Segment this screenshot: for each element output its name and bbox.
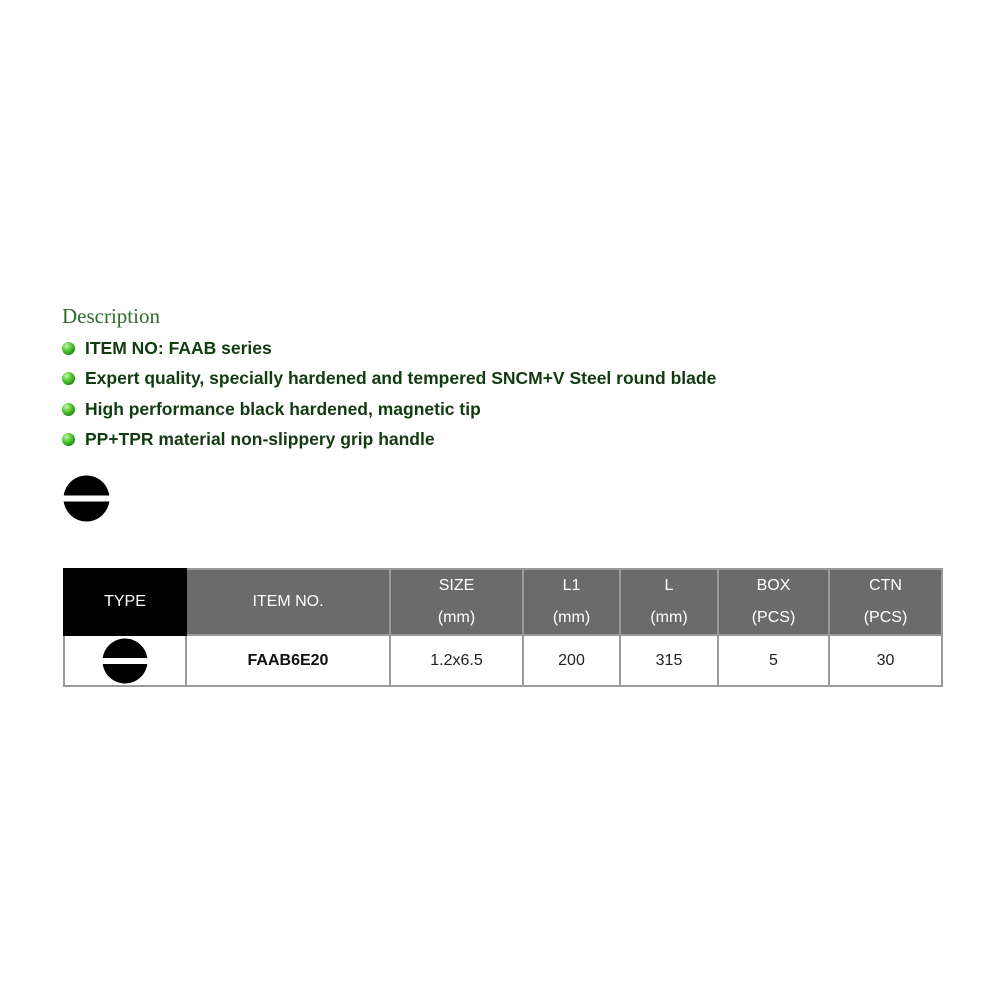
description-list — [62, 333, 716, 455]
header-box-label: BOX — [756, 577, 791, 594]
description-bullet — [62, 364, 716, 395]
header-size-label: SIZE — [438, 577, 475, 594]
slotted-screwdriver-tip-icon — [102, 638, 148, 684]
description-bullet — [62, 394, 716, 425]
green-bullet-icon — [62, 342, 75, 355]
spec-table — [63, 568, 943, 687]
header-l-label: L — [664, 577, 674, 594]
header-ctn-unit: (PCS) — [863, 609, 908, 626]
header-l1-unit: (mm) — [552, 609, 591, 626]
header-size-unit: (mm) — [437, 609, 476, 626]
description-bullet — [62, 333, 716, 364]
table-row — [64, 635, 942, 686]
cell-l1: 200 — [523, 635, 620, 686]
slotted-screwdriver-tip-icon — [63, 475, 110, 522]
header-l1-label: L1 — [562, 577, 581, 594]
description-bullet — [62, 425, 716, 456]
header-ctn — [829, 569, 942, 635]
table-header-row — [64, 569, 942, 635]
green-bullet-icon — [62, 433, 75, 446]
cell-size: 1.2x6.5 — [390, 635, 523, 686]
cell-box: 5 — [718, 635, 829, 686]
description-title: Description — [62, 304, 160, 328]
description-bullet-text: Expert quality, specially hardened and tempered SNCM+V Steel round blade — [85, 368, 717, 389]
header-size — [390, 569, 523, 635]
header-ctn-label: CTN — [869, 577, 902, 594]
header-l-unit: (mm) — [650, 609, 688, 626]
header-item-no: ITEM NO. — [186, 569, 390, 635]
header-type: TYPE — [64, 569, 186, 635]
cell-type — [64, 635, 186, 686]
header-box-unit: (PCS) — [751, 609, 796, 626]
cell-ctn: 30 — [829, 635, 942, 686]
header-l1 — [523, 569, 620, 635]
header-l — [620, 569, 718, 635]
description-bullet-text: PP+TPR material non-slippery grip handle — [85, 429, 435, 450]
green-bullet-icon — [62, 372, 75, 385]
cell-item-no: FAAB6E20 — [186, 635, 390, 686]
description-bullet-text: High performance black hardened, magnetic tip — [85, 398, 481, 419]
green-bullet-icon — [62, 403, 75, 416]
description-bullet-text: ITEM NO: FAAB series — [85, 337, 272, 358]
cell-l: 315 — [620, 635, 718, 686]
header-box — [718, 569, 829, 635]
